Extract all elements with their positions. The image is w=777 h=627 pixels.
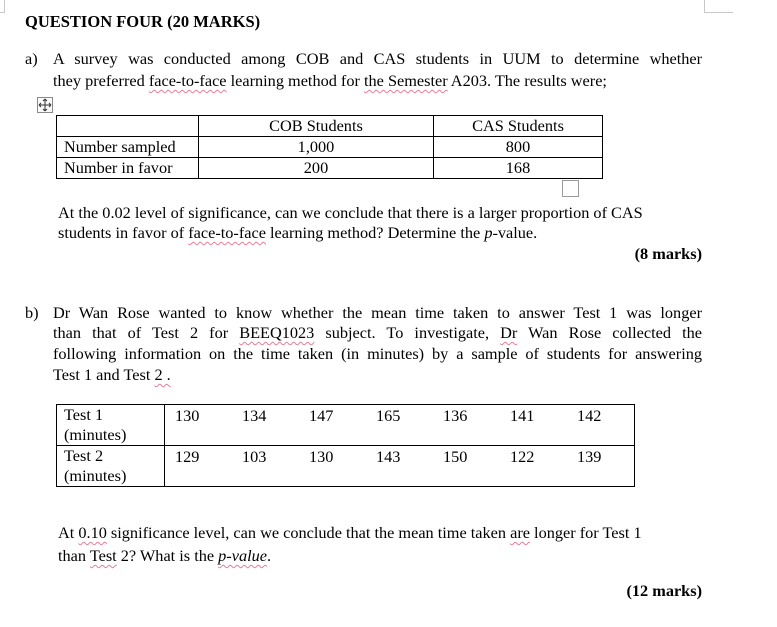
part-b-label: b) (25, 303, 39, 322)
part-b-question-line1: At 0.10 significance level, can we conclude that the mean time taken are longer for Test 1 (58, 523, 642, 542)
table-cell: 147 (299, 405, 366, 446)
row-label-test1: Test 1 (minutes) (57, 405, 165, 446)
part-a-label: a) (25, 49, 38, 68)
row-label-test2: Test 2 (minutes) (57, 446, 165, 487)
table-cell: 122 (500, 446, 567, 487)
part-a-question-line1: At the 0.02 level of significance, can we conclude that there is a larger proportion of CAS (58, 203, 643, 222)
table-row (57, 137, 603, 158)
part-b-line4: Test 1 and Test 2 . (53, 365, 171, 384)
table-cell: 103 (232, 446, 299, 487)
table-cell: 130 (299, 446, 366, 487)
table-cell: 142 (567, 405, 635, 446)
table-cell: 1,000 (199, 137, 434, 158)
part-a-marks: (8 marks) (634, 244, 702, 263)
part-b-question-line2: than Test 2? What is the p-value. (58, 546, 272, 565)
question-title: QUESTION FOUR (20 MARKS) (25, 12, 261, 31)
part-b-marks: (12 marks) (626, 581, 702, 600)
table-row (57, 405, 635, 446)
part-b-line3: following information on the time taken (in minutes) by a sample of students for answering (53, 344, 702, 363)
part-a-intro-line2: they preferred face-to-face learning method for the Semester A203. The results were; (53, 71, 607, 90)
part-a-intro-line1: A survey was conducted among COB and CAS students in UUM to determine whether (53, 49, 703, 68)
move-arrows-icon[interactable] (37, 97, 53, 113)
table-cell: 134 (232, 405, 299, 446)
table-cell: 150 (433, 446, 500, 487)
part-b-line2: than that of Test 2 for BEEQ1023 subject. To investigate, Dr Wan Rose collected the (53, 323, 702, 342)
table-cell: 129 (165, 446, 233, 487)
table-header-cell: CAS Students (434, 116, 603, 137)
part-b-line1: Dr Wan Rose wanted to know whether the mean time taken to answer Test 1 was longer (53, 303, 702, 322)
table-cell: 800 (434, 137, 603, 158)
table-row (57, 158, 603, 179)
table-cell: Number sampled (57, 137, 199, 158)
table-header-cell: COB Students (199, 116, 434, 137)
table-header-row (57, 116, 603, 137)
table-cell: 165 (366, 405, 433, 446)
survey-table (56, 115, 603, 179)
table-cell: 139 (567, 446, 635, 487)
table-resize-handle[interactable] (562, 180, 579, 197)
table-cell: Number in favor (57, 158, 199, 179)
table-header-cell (57, 116, 199, 137)
table-cell: 143 (366, 446, 433, 487)
part-a-question-line2: students in favor of face-to-face learning method? Determine the p-value. (58, 223, 538, 242)
table-cell: 130 (165, 405, 233, 446)
table-row (57, 446, 635, 487)
corner-mark-left (0, 0, 5, 13)
table-cell: 168 (434, 158, 603, 179)
corner-mark-right (704, 0, 733, 13)
table-cell: 141 (500, 405, 567, 446)
table-cell: 136 (433, 405, 500, 446)
times-table (56, 404, 635, 487)
table-cell: 200 (199, 158, 434, 179)
